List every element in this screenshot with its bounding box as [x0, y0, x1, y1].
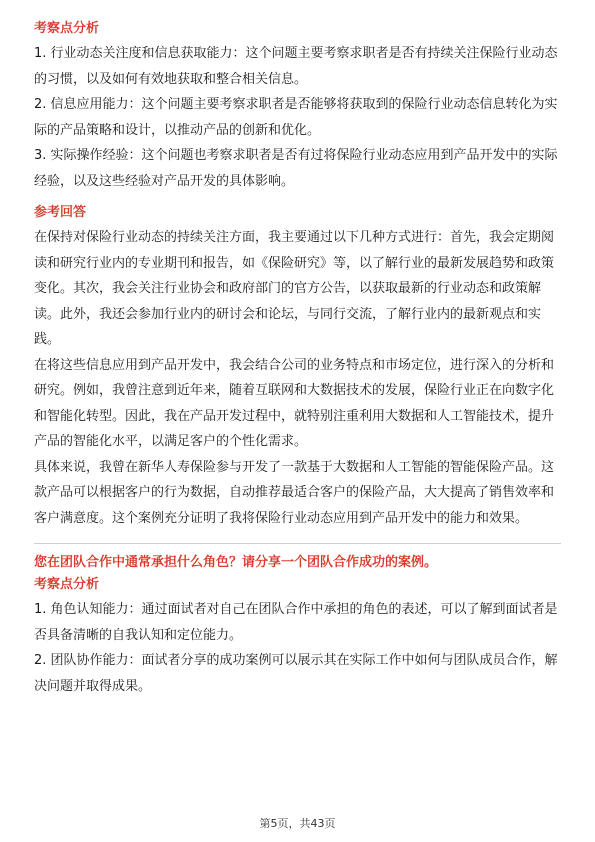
analysis-heading: 考察点分析 — [34, 21, 100, 36]
analysis-item-2: 2. 信息应用能力：这个问题主要考察求职者是否能够将获取到的保险行业动态信息转化为实际的产品策略和设计，以推动产品的创新和优化。 — [34, 97, 558, 138]
answer-paragraph-2: 在将这些信息应用到产品开发中，我会结合公司的业务特点和市场定位，进行深入的分析和研究。例如，我曾注意到近年来，随着互联网和大数据技术的发展，保险行业正在向数字化和智能化转型。因此，我在产品开发过程中，就特别注重利用大数据和人工智能技术，提升产品的智能化水平，以满足客户的个性化需求。 — [34, 357, 555, 449]
page-number: 第5页，共43页 — [259, 817, 336, 830]
document-page — [34, 20, 561, 699]
analysis2-item-1: 1. 角色认知能力：通过面试者对自己在团队合作中承担的角色的表述，可以了解到面试者是否具备清晰的自我认知和定位能力。 — [34, 602, 558, 643]
answer-heading: 参考回答 — [34, 205, 87, 220]
answer-paragraph-3: 具体来说，我曾在新华人寿保险参与开发了一款基于大数据和人工智能的智能保险产品。这款产品可以根据客户的行为数据，自动推荐最适合客户的保险产品，大大提高了销售效率和客户满意度。这个案例充分证明了我将保险行业动态应用到产品开发中的能力和效果。 — [34, 459, 555, 526]
answer-paragraph-1: 在保持对保险行业动态的持续关注方面，我主要通过以下几种方式进行：首先，我会定期阅读和研究行业内的专业期刊和报告，如《保险研究》等，以了解行业的最新发展趋势和政策变化。其次，我会关注行业协会和政府部门的官方公告，以获取最新的行业动态和政策解读。此外，我还会参加行业内的研讨会和论坛，与同行交流，了解行业内的最新观点和实践。 — [34, 230, 555, 347]
analysis-heading-2: 考察点分析 — [34, 577, 100, 592]
analysis-item-1: 1. 行业动态关注度和信息获取能力：这个问题主要考察求职者是否有持续关注保险行业动态的习惯，以及如何有效地获取和整合相关信息。 — [34, 46, 558, 87]
question-title: 您在团队合作中通常承担什么角色？请分享一个团队合作成功的案例。 — [34, 555, 438, 570]
analysis-item-3: 3. 实际操作经验：这个问题也考察求职者是否有过将保险行业动态应用到产品开发中的实际经验，以及这些经验对产品开发的具体影响。 — [34, 148, 558, 189]
analysis2-item-2: 2. 团队协作能力：面试者分享的成功案例可以展示其在实际工作中如何与团队成员合作，解决问题并取得成果。 — [34, 653, 558, 694]
section-divider — [34, 543, 561, 544]
